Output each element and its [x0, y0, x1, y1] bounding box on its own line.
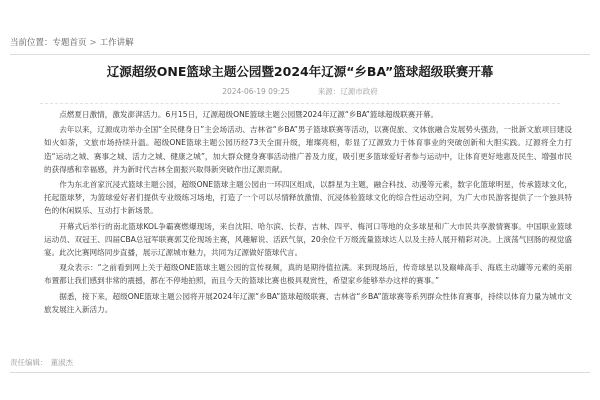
article-paragraph: 据悉，接下来，超级ONE篮球主题公园将开展2024年辽源“乡BA”篮球超级联赛、吉林省“乡BA”篮球赛等系列群众性体育赛事，持续以体育力量为城市文旅发展注入新活力。 [44, 291, 572, 314]
breadcrumb-separator: > [89, 38, 97, 48]
article-paragraph: 观众表示：“之前看到网上关于超级ONE篮球主题公园的宣传视频，真的是期待值拉满。来到现场后，传奇球星以及巅峰高手、海底主动罐等元素的美丽布置都让我们感到非常的震撼，都在不停地拍照，而且今天的篮球比赛也极具观赏性，希望家乡能够举办这样的赛事。” [44, 263, 572, 286]
breadcrumb-link-home[interactable]: 专题首页 [52, 38, 87, 48]
article-body [44, 108, 572, 318]
article-paragraph: 开幕式后举行的南北篮球KOL争霸赛燃爆现场，来自沈阳、哈尔滨、长春、吉林、四平、梅河口等地的众多球星和广大市民共享激情赛事。中国职业篮球运动员、双冠王、四届CBA总冠军联赛郭艾伦现场主赛，风趣解说、活跃气氛，20余位千万级流量篮球达人以及主持人展开精彩对决。上演荡气回肠的视觉盛宴。此次比赛网络同步直播，展示辽源城市魅力，共同为辽源做好篮球代言。 [44, 221, 572, 257]
breadcrumb-label: 当前位置： [10, 38, 53, 48]
article-paragraph: 点燃夏日激情，激发澎湃活力。6月15日，辽源超级ONE篮球主题公园暨2024年辽源“乡BA”篮球超级联赛开幕。 [59, 110, 439, 119]
breadcrumb [10, 36, 590, 50]
article-paragraph: 作为东北首家沉浸式篮球主题公园，超级ONE篮球主题公园由一环四区组成，以群星为主题，融合科技、动漫等元素，数字化篮球明星，传承篮球文化，托起篮球梦，为篮球爱好者们提供专业级练习场地，打造了一个可以尽情释放激情、沉浸体验篮球文化的综合性运动空间，为广大市民游客提供了一个独具特色的休闲娱乐、互动打卡新场景。 [44, 180, 572, 216]
footer-divider [10, 372, 590, 373]
article-paragraph: 去年以来，辽源成功举办全国“全民健身日”主会场活动、吉林省“乡BA”男子篮球联赛等活动，以赛促旅、文体旅融合发展势头强劲，一批新文旅项目建设如火如荼，文旅市场持续升温。超级ONE篮球主题公园历经73天全面升级，璀璨亮相，彰显了辽源致力于体育事业的突破创新和大胆实践。辽源将全力打造“运动之城、赛事之城、活力之城、健康之城”，加大群众健身赛事活动推广普及力度，吸引更多篮球爱好者参与运动中，让体育更好地惠及民生、增强市民的获得感和幸福感，并为新时代吉林全面振兴取得新突破作出辽源贡献。 [44, 125, 572, 174]
article-title: 辽源超级ONE篮球主题公园暨2024年辽源“乡BA”篮球超级联赛开幕 [106, 64, 494, 79]
breadcrumb-link-section[interactable]: 工作讲解 [99, 38, 134, 48]
article-date: 2024-06-19 09:25 [222, 87, 290, 96]
meta-divider [40, 103, 560, 104]
editor-name: 董淑杰 [50, 357, 73, 367]
editor-info [10, 355, 590, 369]
breadcrumb-divider [10, 54, 590, 55]
article-meta [0, 87, 600, 97]
article-source: 来源：辽源市政府 [317, 87, 378, 96]
editor-label: 责任编辑： [10, 357, 48, 367]
